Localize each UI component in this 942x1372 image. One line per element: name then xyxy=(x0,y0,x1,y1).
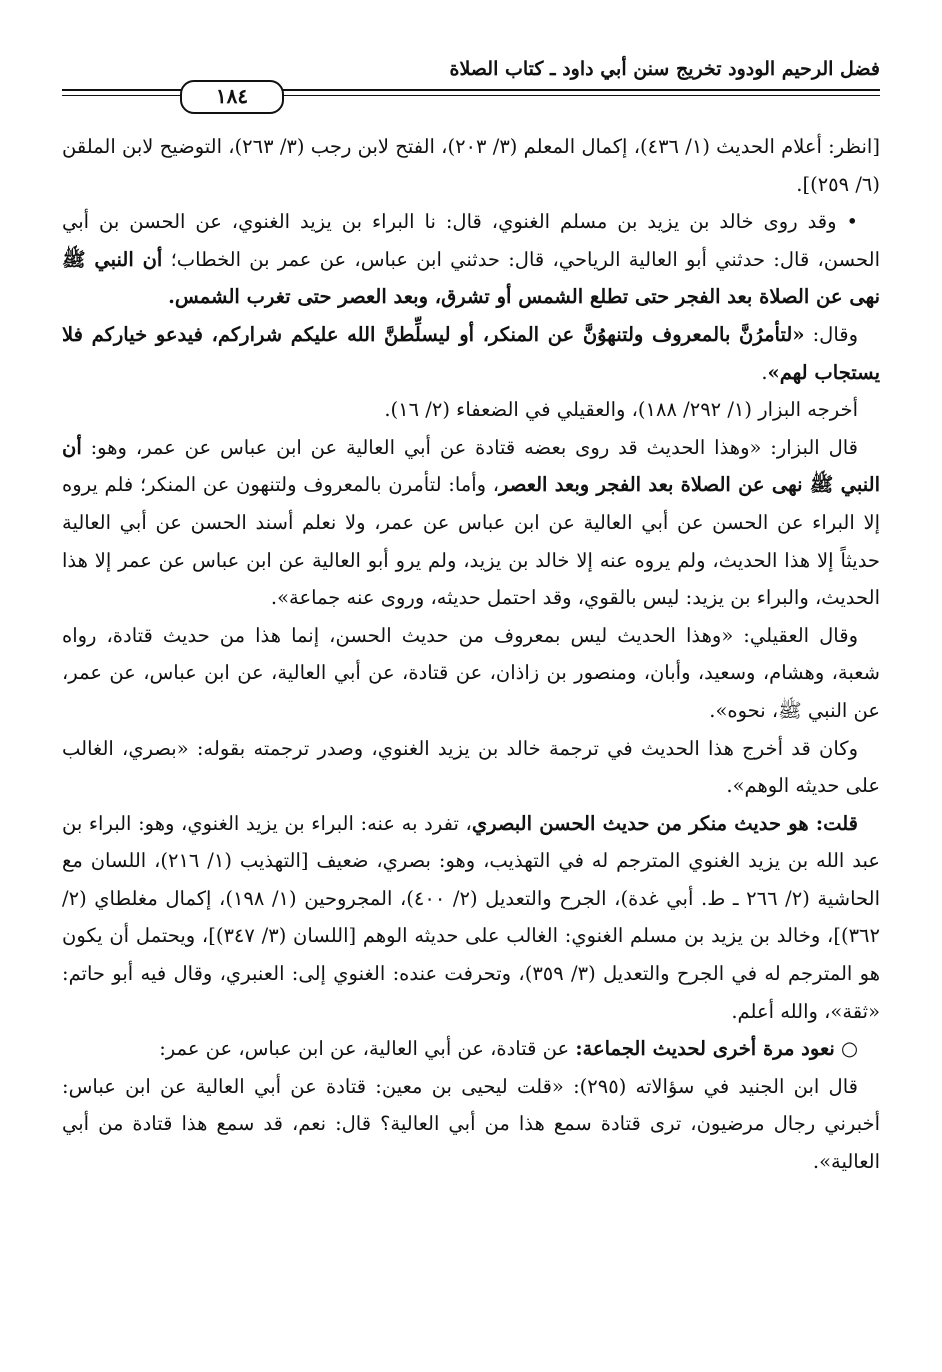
paragraph xyxy=(62,730,880,805)
text-run: وقال: xyxy=(804,322,858,346)
bold-text-run: نعود مرة أخرى لحديث الجماعة: xyxy=(575,1037,835,1061)
paragraph xyxy=(62,128,880,203)
bold-text-run: «لتأمرُنَّ بالمعروف ولتنهوُنَّ عن المنكر، أو ليسلِّطنَّ الله عليكم شراركم، فيدعو خياركم فلا يستجاب لهم» xyxy=(62,322,880,384)
paragraph xyxy=(62,805,880,1031)
bold-text-run: أن النبي ﷺ نهى عن الصلاة بعد الفجر حتى تطلع الشمس أو تشرق، وبعد العصر حتى تغرب الشمس. xyxy=(62,247,880,309)
bold-text-run: قلت: هو حديث منكر من حديث الحسن البصري xyxy=(471,811,858,835)
page-body xyxy=(62,128,880,1181)
paragraph xyxy=(62,617,880,730)
text-run: • وقد روى خالد بن يزيد بن مسلم الغنوي، قال: نا البراء بن يزيد الغنوي، عن الحسن بن أبي الحسن، قال: حدثني أبو العالية الرياحي، قال: حدثني ابن عباس، عن عمر بن الخطاب؛ xyxy=(62,210,880,271)
text-run: قال ابن الجنيد في سؤالاته (٢٩٥): «قلت ليحيى بن معين: قتادة عن أبي العالية عن ابن عباس: أخبرني رجال مرضيون، ترى قتادة سمع هذا من أبي العالية؟ قال: نعم، قد سمع هذا قتادة من أبي العالية». xyxy=(62,1074,880,1174)
bold-text-run: أن النبي ﷺ نهى عن الصلاة بعد الفجر وبعد العصر xyxy=(62,435,880,497)
paragraph xyxy=(62,1030,880,1068)
text-run: وقال العقيلي: «وهذا الحديث ليس بمعروف من حديث الحسن، إنما هذا من حديث قتادة، رواه شعبة، وهشام، وسعيد، وأبان، ومنصور بن زاذان، عن قتادة، عن أبي العالية، عن ابن عباس، عن عمر، عن النبي ﷺ، نحوه». xyxy=(62,623,880,722)
text-run: ○ xyxy=(834,1037,858,1061)
paragraph xyxy=(62,391,880,429)
paragraph xyxy=(62,429,880,617)
text-run: ، وأما: لتأمرن بالمعروف ولتنهون عن المنكر؛ فلم يروه إلا البراء عن الحسن عن أبي العالية عن ابن عباس عن عمر، ولا نعلم أسند الحسن عن أبي العالية حديثاً إلا هذا الحديث، ولم يروه عنه إلا خالد بن يزيد، ولم يرو أبو العالية عن ابن عباس عن عمر إلا هذا الحديث، والبراء بن يزيد: ليس بالقوي، وقد احتمل حديثه، وروى عنه جماعة». xyxy=(62,473,880,610)
paragraph xyxy=(62,203,880,316)
text-run: أخرجه البزار (١/ ٢٩٢/ ١٨٨)، والعقيلي في الضعفاء (٢/ ١٦). xyxy=(384,398,858,422)
running-title: فضل الرحيم الودود تخريج سنن أبي داود ـ كتاب الصلاة xyxy=(449,58,880,80)
text-run: عن قتادة، عن أبي العالية، عن ابن عباس، عن عمر: xyxy=(159,1037,576,1061)
text-run: . xyxy=(761,360,768,384)
paragraph xyxy=(62,316,880,391)
page-number: ١٨٤ xyxy=(180,80,284,114)
text-run: قال البزار: «وهذا الحديث قد روى بعضه قتادة عن أبي العالية عن ابن عباس عن عمر، وهو: xyxy=(81,435,858,459)
text-run: ، تفرد به عنه: البراء بن يزيد الغنوي، وهو: البراء بن عبد الله بن يزيد الغنوي المترجم له في التهذيب، وهو: بصري، ضعيف [التهذيب (١/ ٢١٦)، اللسان مع الحاشية (٢/ ٢٦٦ ـ ط. أبي غدة)، الجرح والتعديل (٢/ ٤٠٠)، المجروحين (١/ ١٩٨)، إكمال مغلطاي (٢/ ٣٦٢)]، وخالد بن يزيد بن مسلم الغنوي: الغالب على حديثه الوهم [اللسان (٣/ ٣٤٧)]، ويحتمل أن يكون هو المترجم له في الجرح والتعديل (٣/ ٣٥٩)، وتحرفت عنده: الغنوي إلى: العنبري، وقال فيه أبو حاتم: «ثقة»، والله أعلم. xyxy=(62,811,880,1023)
text-run: [انظر: أعلام الحديث (١/ ٤٣٦)، إكمال المعلم (٣/ ٢٠٣)، الفتح لابن رجب (٣/ ٢٦٣)، التوضيح لابن الملقن (٦/ ٢٥٩)]. xyxy=(62,135,880,196)
text-run: وكان قد أخرج هذا الحديث في ترجمة خالد بن يزيد الغنوي، وصدر ترجمته بقوله: «بصري، الغالب على حديثه الوهم». xyxy=(62,736,880,798)
paragraph xyxy=(62,1068,880,1181)
